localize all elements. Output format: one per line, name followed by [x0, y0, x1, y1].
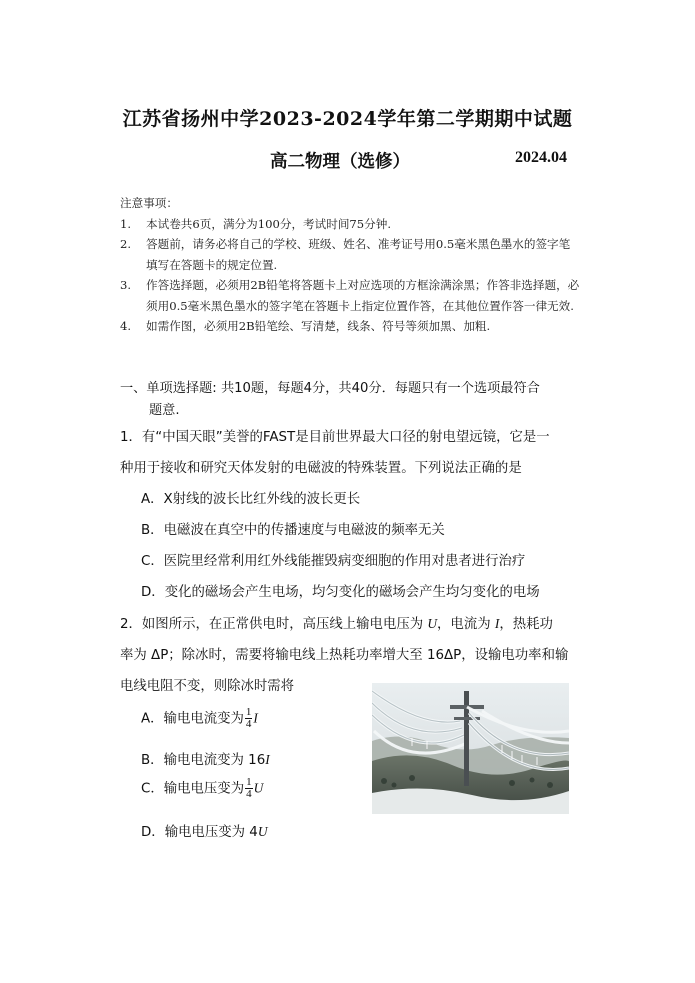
- section-line-1: 一、单项选择题: 共10题，每题4分，共40分．每题只有一个选项最符合: [120, 381, 540, 396]
- question-1-option-d: D．变化的磁场会产生电场，均匀变化的磁场会产生均匀变化的电场: [141, 585, 540, 600]
- section-heading: [120, 378, 582, 422]
- iced-power-lines-photo: [372, 683, 569, 814]
- current-symbol: I: [494, 616, 500, 631]
- fraction-numerator: 1: [245, 706, 252, 718]
- photo-graphic: [372, 683, 569, 814]
- notes-heading: 注意事项：: [120, 196, 178, 210]
- current-symbol: I: [265, 752, 270, 767]
- note-item: [120, 316, 580, 337]
- q2-text: ，电流为: [437, 617, 495, 632]
- voltage-symbol: U: [253, 780, 264, 796]
- notes-block: [120, 193, 580, 337]
- q2-text: 2．如图所示，在正常供电时，高压线上输电电压为: [120, 617, 428, 632]
- note-text: 答题前，请务必将自己的学校、班级、姓名、准考证号用0.5毫米黑色墨水的签字笔填写在答题卡的规定位置.: [146, 237, 571, 272]
- question-1-line-2: 种用于接收和研究天体发射的电磁波的特殊装置。下列说法正确的是: [120, 461, 522, 476]
- question-2-line-2: 率为 ΔP；除冰时，需要将输电线上热耗功率增大至 16ΔP，设输电功率和输: [120, 648, 569, 663]
- question-2-line-3: 电线电阻不变，则除冰时需将: [120, 679, 295, 694]
- section-line-2: 题意.: [149, 403, 180, 418]
- question-2-line-1: [120, 608, 582, 640]
- note-item: [120, 234, 580, 275]
- option-d-text: D．输电电压变为 4: [141, 825, 258, 840]
- fraction-one-quarter: [245, 777, 253, 800]
- option-c-text: C．输电电压变为: [141, 781, 245, 797]
- exam-title: 江苏省扬州中学2023-2024学年第二学期期中试题: [122, 108, 573, 130]
- note-number: 2.: [120, 237, 132, 251]
- question-1-option-c: C．医院里经常利用红外线能摧毁病变细胞的作用对患者进行治疗: [141, 554, 526, 569]
- exam-subtitle: 高二物理（选修）: [270, 152, 410, 172]
- fraction-denominator: 4: [245, 718, 252, 730]
- question-2-option-a: [141, 707, 258, 730]
- exam-date: 2024.04: [515, 149, 567, 166]
- question-1-stem: [120, 422, 582, 484]
- note-item: [120, 275, 580, 316]
- current-symbol: I: [253, 710, 258, 726]
- note-text: 如需作图，必须用2B铅笔绘、写清楚，线条、符号等须加黑、加粗.: [146, 319, 491, 333]
- question-1-option-b: B．电磁波在真空中的传播速度与电磁波的频率无关: [141, 523, 445, 538]
- question-2-option-c: [141, 777, 263, 800]
- question-2-option-d: [141, 821, 268, 840]
- note-number: 3.: [120, 278, 132, 292]
- question-2-option-b: [141, 749, 270, 768]
- option-b-text: B．输电电流变为 16: [141, 753, 266, 768]
- q2-text: ，热耗功: [499, 617, 553, 632]
- note-text: 作答选择题，必须用2B铅笔将答题卡上对应选项的方框涂满涂黑；作答非选择题，必须用0.5毫米黑色墨水的签字笔在答题卡上指定位置作答，在其他位置作答一律无效.: [146, 278, 580, 313]
- note-number: 1.: [120, 216, 132, 231]
- question-1-line-1: 1．有“中国天眼”美誉的FAST是目前世界最大口径的射电望远镜，它是一: [120, 430, 550, 445]
- fraction-denominator: 4: [246, 788, 252, 800]
- fraction-numerator: 1: [246, 776, 252, 788]
- option-a-text: A．输电电流变为: [141, 711, 244, 727]
- note-item: [120, 214, 580, 235]
- voltage-symbol: U: [257, 824, 268, 839]
- fraction-one-quarter: [245, 707, 253, 730]
- voltage-symbol: U: [427, 616, 438, 631]
- note-text: 本试卷共6页，满分为100分，考试时间75分钟.: [146, 216, 392, 231]
- note-number: 4.: [120, 319, 132, 333]
- question-1-option-a: A．X射线的波长比红外线的波长更长: [141, 492, 361, 507]
